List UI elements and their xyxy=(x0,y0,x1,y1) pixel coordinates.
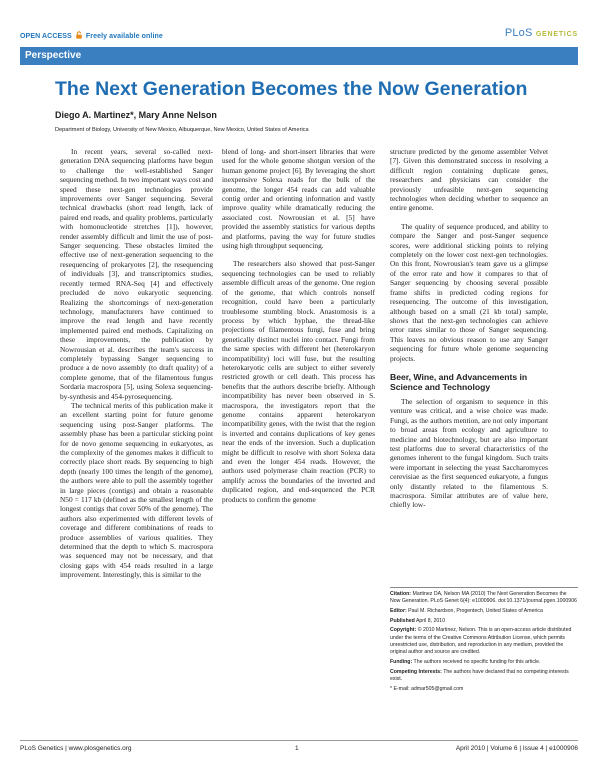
journal-name: GENETICS xyxy=(535,31,578,38)
section-banner xyxy=(20,47,578,65)
footer-journal-link[interactable]: PLoS Genetics | www.plosgenetics.org xyxy=(20,745,132,752)
paragraph: The selection of organism to sequence in this venture was critical, and a wise choice was made. Fungi, as the authors mention, are not only important to broad areas from ecology and agriculture to medicine and biotechnology, but are also important test platforms due to several characteristics of the genomes inherent to the fungal kingdom. Such traits were important in selecting the yeast Saccharomyces cerevisiae as the first sequenced eukaryote, a fungus only distantly related to the filamentous S. macrospora. Similar attributes are of value here, chiefly low- xyxy=(390,396,548,510)
corresponding-email[interactable]: * E-mail: admar505@gmail.com xyxy=(390,685,464,692)
paragraph: The technical merits of this publication make it an excellent starting point for future genome sequencing using post-Sanger platforms. The assembly phase has been a particular sticking point for de novo genome sequencing in eukaryotes, as the complexity of the genomes makes it difficult to correctly place short reads. By sequencing to high depth (nearly 100 times the length of the genome), the authors were able to pull the assembly together in large pieces (contigs) and obtain a reasonable N50 = 117 kb (defined as the smallest length of the longest contigs that cover 50% of the genome). The authors also experimented with different levels of coverage and different combinations of reads to produce assemblies of various qualities. They determined that the depth to which S. macrospora was sequenced may not be necessary, and that closing gaps with 454 reads resulted in a large improvement. Interestingly, this is similar to the xyxy=(60,400,213,580)
journal-prefix: PLoS xyxy=(504,27,533,39)
paragraph: The quality of sequence produced, and ability to compare the Sanger and post-Sanger sequence scores, were additional sticking points to relying completely on the lower cost next-gen technologies. On this front, Nowrousian's team gave us a glimpse of the error rate and how it compares to that of Sanger sequencing by choosing several possible frame shifts in predicted coding regions for resequencing. The outcome of this investigation, although based on a small (21 kb total) sample, shows that the next-gen technologies can achieve error rates similar to those of Sanger sequencing. This leaves no obvious reason to use any Sanger sequencing for future whole genome sequencing projects. xyxy=(390,221,548,363)
paragraph: structure predicted by the genome assembler Velvet [7]. Given this demonstrated success in resolving a difficult region containing duplicate genes, researchers and physicians can consider the previously unfeasible next-gen sequencing technologies when deciding whether to sequence an entire genome. xyxy=(390,147,548,213)
footer-issue-info: April 2010 | Volume 6 | Issue 4 | e1000906 xyxy=(455,745,578,752)
paragraph: blend of long- and short-insert libraries that were used for the whole genome shotgun version of the human genome project [6]. By leveraging the short inexpensive Solexa reads for the bulk of the genome, the longer 454 reads can add valuable contig order and orienting information and vastly improve quality while dramatically reducing the associated cost. Nowrousian et al. [5] have provided the assembly statistics for various depths and platforms, paving the way for future studies using high throughput sequencing. xyxy=(222,147,375,251)
open-access-text: OPEN ACCESS xyxy=(20,33,72,40)
footer-divider xyxy=(20,740,578,741)
article-authors: Diego A. Martinez*, Mary Anne Nelson xyxy=(55,110,217,120)
journal-logo xyxy=(505,27,578,39)
competing-interests: Competing Interests: The authors have declared that no competing interests exist. xyxy=(390,668,569,682)
page-number: 1 xyxy=(295,745,299,752)
body-column-1 xyxy=(60,147,213,580)
copyright: Copyright: © 2010 Martinez, Nelson. This is an open-access article distributed under the terms of the Creative Commons Attribution License, which permits unrestricted use, distribution, and reproduction in any medium, provided the original author and source are credited. xyxy=(390,627,572,656)
article-type-label: Perspective xyxy=(25,50,82,61)
article-title: The Next Generation Becomes the Now Generation xyxy=(55,78,528,100)
section-heading: Beer, Wine, and Advancements in Science and Technology xyxy=(390,371,528,393)
article-metadata xyxy=(390,587,578,695)
published-date: Published April 8, 2010 xyxy=(390,617,446,624)
body-column-2 xyxy=(222,147,375,504)
open-access-label xyxy=(20,31,163,40)
paragraph: In recent years, several so-called next-generation DNA sequencing platforms have begun to challenge the well-established Sanger sequencing method. In two important ways cost and speed these next-gen technologies provide improvements over Sanger sequencing. Several technical drawbacks (short read length, lack of paired end reads, and quality problems, particularly with homonucleotide stretches [1]), however, render assembly difficult and limit the use of post-Sanger sequencing. These obstacles limited the effective use of next-generation sequencing to the resequencing of prokaryotes [2], the resequencing of individuals [3], and transcriptomics studies, recently termed RNA-Seq [4] and effectively precluded de novo eukaryotic sequencing. Realizing the shortcomings of next-generation technology, manufacturers have continued to improve the read length and have recently implemented paired end methods. Capitalizing on these improvements, the publication by Nowrousian et al. describes the team's success in completely bypassing Sanger sequencing to produce a de novo assembly (to draft quality) of a complete genome, that of the filamentous fungus Sordaria macrospora [5], using Solexa sequencing-by-synthesis and 454-pyrosequencing. xyxy=(60,147,213,401)
free-availability-text: Freely available online xyxy=(85,33,163,40)
body-column-3 xyxy=(390,147,548,510)
editor: Editor: Paul M. Richardson, Progentech, United States of America xyxy=(390,608,543,614)
open-lock-icon xyxy=(75,31,83,39)
paragraph: The researchers also showed that post-Sanger sequencing technologies can be used to reliably assemble difficult areas of the genome. One region of the genome, that which controls nonself recognition, could have been a particularly troublesome stumbling block. Anastomosis is a process by which hyphae, the thread-like projections of filamentous fungi, fuse and bring genetically distinct nuclei into contact. Fungi from the same species with different het (heterokaryon incompatibility) loci will fuse, but the resulting heterokaryotic cells are subject to either severely restricted growth or cell death. This process has benefits that the authors describe briefly. Although incompatibility has never been observed in S. macrospora, the investigators report that the genome contains apparent heterokaryon incompatibility genes, with the twist that the region is inverted and contains duplications of key genes near the ends of the inversion. Such a duplication might be difficult to resolve with short Solexa data and even the longer 454 reads. However, the authors used polymerase chain reaction (PCR) to amplify across the boundaries of the inverted and duplicated region, and end-sequenced the PCR products to confirm the genome xyxy=(222,259,375,504)
funding: Funding: The authors received no specific funding for this article. xyxy=(390,659,541,665)
author-affiliation: Department of Biology, University of New Mexico, Albuquerque, New Mexico, United States of America xyxy=(55,127,309,133)
citation: Citation: Martinez DA, Nelson MA (2010) The Next Generation Becomes the Now Generation. PLoS Genet 6(4): e1000906. doi:10.1371/journal.pgen.1000906 xyxy=(390,591,577,605)
